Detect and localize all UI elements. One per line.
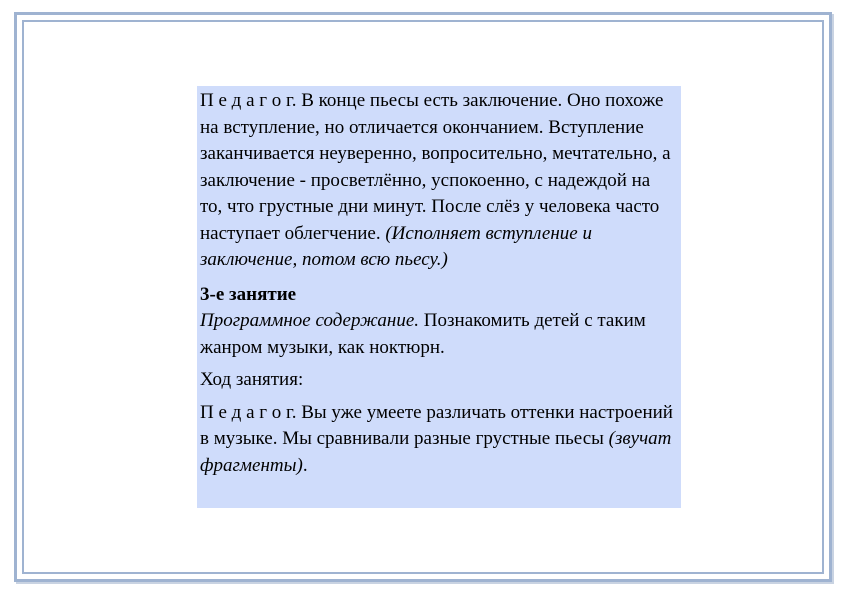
text-block	[197, 86, 681, 508]
lesson-course: Ход занятия:	[200, 369, 304, 390]
paragraph-text: В конце пьесы есть заключение. Оно похоже на вступление, но отличается окончанием. Вступление заканчивается неуверенно, вопросительно, мечтательно, а заключение - просветлённо, успокоенно, с надеждой на то, что грустные дни минут. После слёз у человека часто наступает облегчение.	[200, 90, 671, 244]
speaker-label: П е д а г о г.	[200, 90, 297, 111]
stage-direction: (звучат фрагменты)	[200, 428, 672, 476]
program-label: Программное содержание.	[200, 310, 420, 331]
lesson-heading: 3-е занятие	[200, 283, 297, 305]
program-content	[200, 308, 677, 361]
stage-direction: (Исполняет вступление и заключение, потом всю пьесу.)	[200, 222, 592, 270]
paragraph-text: Вы уже умеете различать оттенки настроений в музыке. Мы сравнивали разные грустные пьесы	[200, 401, 673, 449]
paragraph-end: .	[302, 454, 308, 476]
teacher-paragraph-1	[200, 88, 677, 274]
program-text: Познакомить детей с таким жанром музыки, как ноктюрн.	[200, 310, 646, 358]
speaker-label: П е д а г о г.	[200, 401, 297, 423]
teacher-paragraph-2	[200, 400, 677, 480]
